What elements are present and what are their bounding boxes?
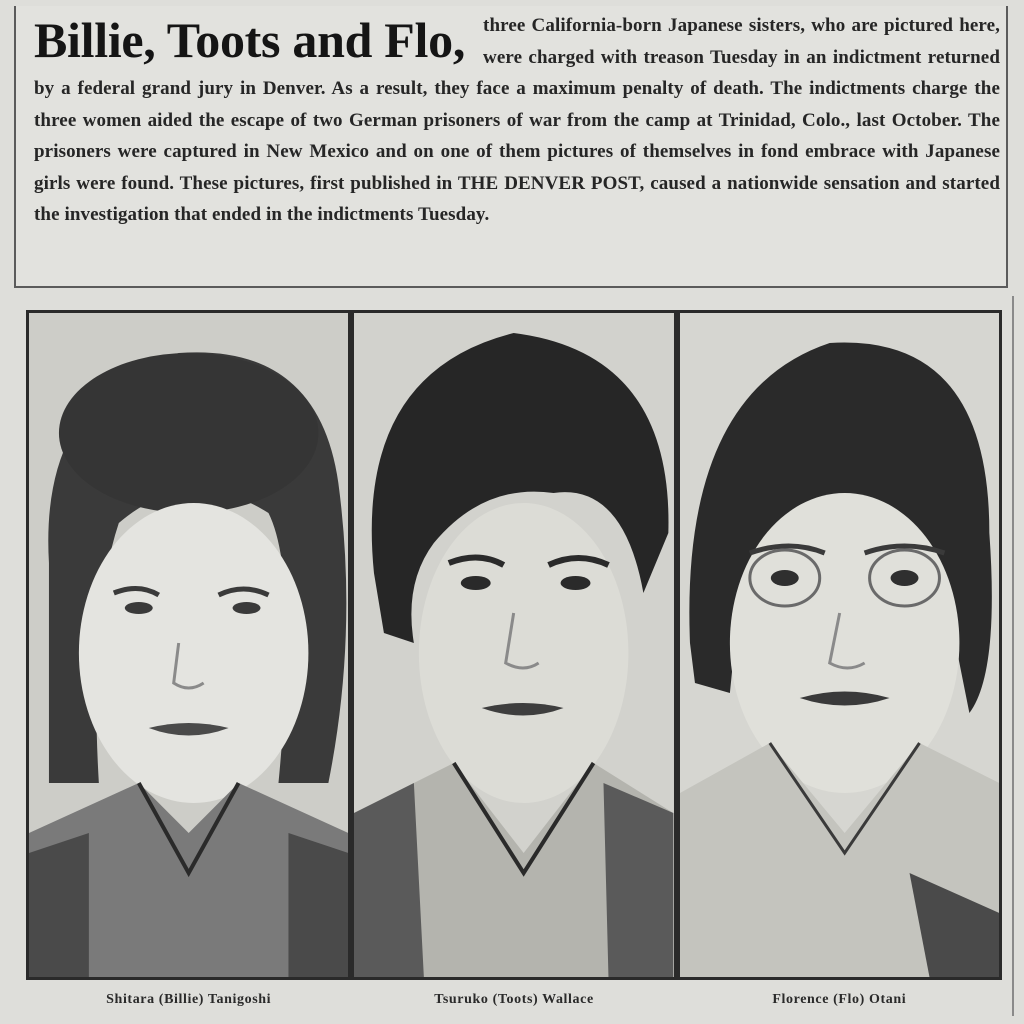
article-text	[34, 10, 1000, 231]
portrait-toots-image	[354, 313, 673, 977]
portrait-billie-image	[29, 313, 348, 977]
photo-captions	[26, 992, 1002, 1020]
portrait-flo	[680, 313, 999, 977]
portrait-billie	[29, 313, 348, 977]
caption-flo: Florence (Flo) Otani	[772, 992, 907, 1007]
portrait-flo-image	[680, 313, 999, 977]
portrait-toots	[354, 313, 673, 977]
caption-billie: Shitara (Billie) Tanigoshi	[106, 992, 272, 1007]
column-rule	[1012, 296, 1014, 1016]
article-box	[14, 6, 1008, 288]
headline: Billie, Toots and Flo,	[34, 12, 466, 68]
photo-panel	[26, 310, 1002, 980]
caption-toots: Tsuruko (Toots) Wallace	[434, 992, 594, 1007]
article-body: three California-born Japanese sisters, who are pictured here, were charged with treason Tuesday in an indictment returned by a federal grand jury in Denver. As a result, they face a maximum penalty of death. The indictments charge the three women aided the escape of two German prisoners of war from the camp at Trinidad, Colo., last October. The prisoners were captured in New Mexico and on one of them pictures of themselves in fond embrace with Japanese girls were found. These pictures, first published in THE DENVER POST, caused a nationwide sensation and started the investigation that ended in the indictments Tuesday.	[34, 15, 1000, 225]
